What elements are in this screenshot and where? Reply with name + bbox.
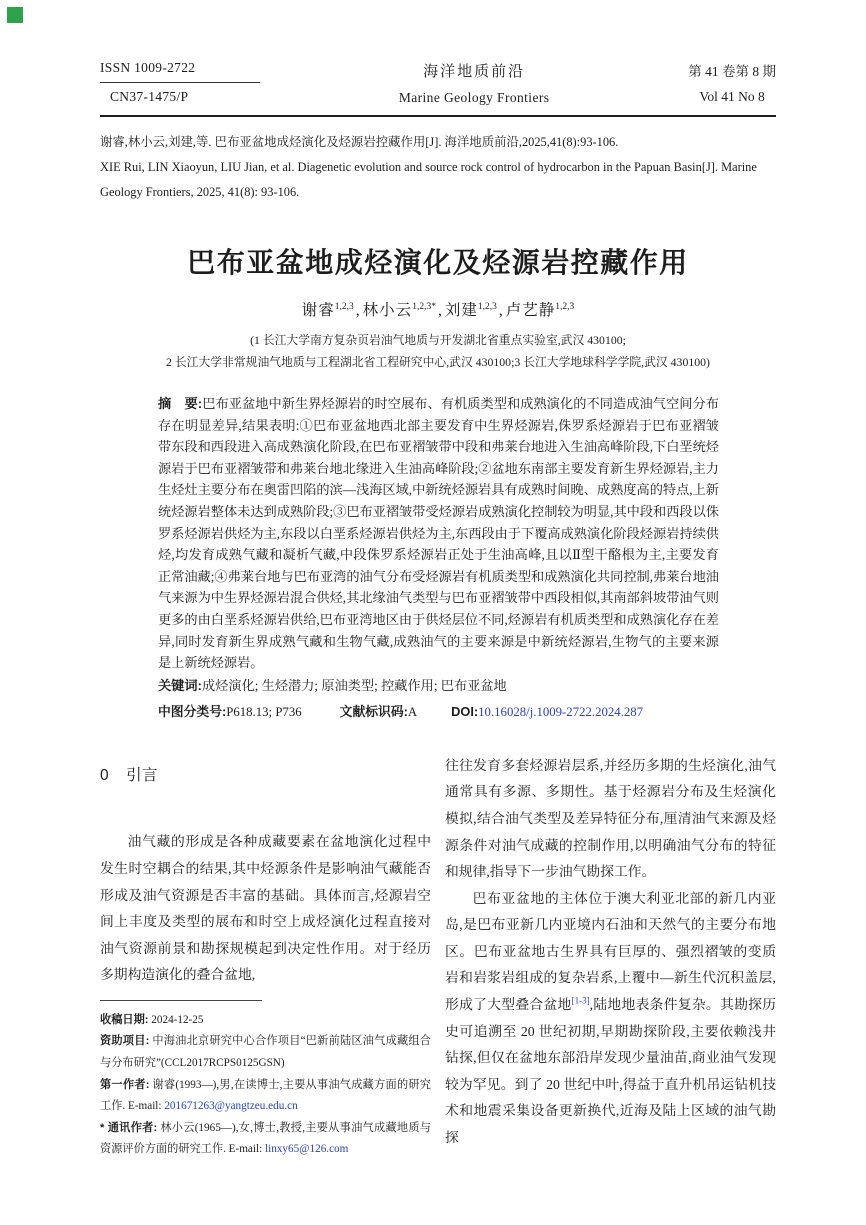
doi-link[interactable]: 10.16028/j.1009-2722.2024.287	[478, 704, 644, 719]
author-list: 谢睿$^{1,2,3}$ , 林小云$^{1,2,3*}$ , 刘建$^{1,2,3}$ , 卢艺静$^{1,2,3}$	[301, 301, 575, 319]
keywords-line	[158, 675, 719, 697]
citation-block	[100, 130, 776, 205]
doc-code-label: 文献标识码:	[339, 703, 408, 719]
footnote-block	[100, 1000, 431, 1161]
abstract-label: 摘 要:	[158, 396, 203, 411]
volume-info-en: Vol 41 No 8	[699, 89, 765, 104]
issn-label: ISSN 1009-2722	[100, 60, 260, 83]
abstract-block	[158, 393, 719, 674]
cn-number-label: CN37-1475/P	[110, 89, 189, 104]
author-superscript: 1,2,3	[477, 301, 497, 312]
intro-section-number: 0	[100, 766, 110, 784]
author-name: 卢艺静$^{1,2,3}$	[505, 301, 575, 319]
footnote-received: 收稿日期: 2024-12-25	[100, 1013, 204, 1026]
clc-value: P618.13; P736	[226, 704, 302, 719]
journal-title-en: Marine Geology Frontiers	[398, 90, 550, 105]
page-title: 巴布亚盆地成烃演化及烃源岩控藏作用	[187, 247, 689, 278]
intro-section-title: 引言	[126, 766, 159, 784]
clc-label: 中图分类号:	[158, 703, 227, 719]
author-superscript: 1,2,3	[555, 301, 575, 312]
footnote-corresponding-author: * 通讯作者: 林小云(1965—),女,博士,教授,主要从事油气成藏地质与资源评价方面的研究工作. E-mail: linxy65@126.com	[100, 1121, 431, 1156]
abstract-text: 巴布亚盆地中新生界烃源岩的时空展布、有机质类型和成熟演化的不同造成油气空间分布存在明显差异,结果表明:①巴布亚盆地西北部主要发育中生界烃源岩,侏罗系烃源岩于巴布亚褶皱带东段和西段进入高成熟演化阶段,在巴布亚褶皱带中段和弗莱台地进入生油高峰阶段,下白垩统烃源岩于巴布亚褶皱带和弗莱台地北缘进入生油高峰阶段;②盆地东南部主要发育新生界烃源岩,主力生烃灶主要分布在奥雷凹陷的滨—浅海区域,中新统烃源岩具有成熟时间晚、成熟度高的特点,上新统烃源岩整体未达到成熟阶段;③巴布亚褶皱带受烃源岩成熟演化控制较为明显,其中段和西段以侏罗系烃源岩供烃为主,东段以白垩系烃源岩供烃为主,东西段由于下覆高成熟演化阶段烃源岩持续供烃,均发育成熟气藏和凝析气藏,中段侏罗系烃源岩正处于生油高峰,且以Ⅱ型干酪根为主,主要发育正常油藏;④弗莱台地与巴布亚湾的油气分布受烃源岩有机质类型和成熟演化共同控制,弗莱台地油气来源为中生界烃源岩混合供烃,其北缘油气类型与巴布亚褶皱带中西段相似,其南部斜坡带油气则更多的由白垩系烃源岩供给,巴布亚湾地区由于供烃层位不同,烃源岩有机质类型和成熟演化存在差异,同时发育新生界成熟气藏和生物气藏,成熟油气的主要来源是中新统烃源岩,生物气的主要来源是上新统烃源岩。	[158, 396, 719, 671]
author-name: 谢睿$^{1,2,3}$	[301, 301, 354, 319]
journal-title-cn: 海洋地质前沿	[423, 64, 526, 80]
doi-label: DOI:	[451, 703, 479, 719]
first-author-email-link[interactable]: 201671263@yangtzeu.edu.cn	[164, 1100, 298, 1113]
author-name: 刘建$^{1,2,3}$	[444, 301, 497, 319]
intro-paragraph-2: 往往发育多套烃源岩层系,并经历多期的生烃演化,油气通常具有多源、多期性。基于烃源岩分布及生烃演化模拟,结合油气类型及差异特征分布,厘清油气来源及烃源条件对油气成藏的控制作用,以明确油气分布的特征和规律,指导下一步油气勘探工作。	[445, 757, 776, 880]
keywords-label: 关键词:	[158, 677, 202, 693]
footnote-first-author: 第一作者: 谢睿(1993—),男,在读博士,主要从事油气成藏方面的研究工作. E-mail: 201671263@yangtzeu.edu.cn	[100, 1078, 431, 1113]
reference-1-3-link[interactable]: [1-3]	[571, 995, 590, 1006]
corner-marker	[7, 7, 23, 23]
affiliation-line-2: 2 长江大学非常规油气地质与工程湖北省工程研究中心,武汉 430100;3 长江大学地球科学学院,武汉 430100)	[166, 355, 710, 369]
doc-code-value: A	[407, 704, 418, 719]
intro-paragraph-3: 巴布亚盆地的主体位于澳大利亚北部的新几内亚岛,是巴布亚新几内亚境内石油和天然气的主要分布地区。巴布亚盆地古生界具有巨厚的、强烈褶皱的变质岩和岩浆岩组成的复杂岩系,上覆中—新生代沉积盖层,形成了大型叠合盆地[1-3],陆地地表条件复杂。其勘探历史可追溯至 20 世纪初期,早期勘探阶段,主要依赖浅井钻探,但仅在盆地东部沿岸发现少量油苗,商业油气发现较为罕见。到了 20 世纪中叶,得益于直升机吊运钻机技术和地震采集设备更新换代,近海及陆上区域的油气勘探	[445, 890, 777, 1146]
volume-info-block	[688, 60, 776, 105]
left-column	[100, 753, 431, 1161]
affiliations	[100, 329, 776, 373]
journal-header	[100, 60, 776, 106]
author-name: 林小云$^{1,2,3*}$	[362, 301, 436, 319]
affiliation-line-1: (1 长江大学南方复杂页岩油气地质与开发湖北省重点实验室,武汉 430100;	[250, 333, 626, 347]
keywords-text: 成烃演化; 生烃潜力; 原油类型; 控藏作用; 巴布亚盆地	[201, 677, 507, 693]
right-column	[445, 753, 776, 1161]
intro-section-heading	[100, 763, 431, 790]
citation-en: XIE Rui, LIN Xiaoyun, LIU Jian, et al. Diagenetic evolution and source rock control of hydrocarbon in the Papuan Basin[J]. Marine Geology Frontiers, 2025, 41(8): 93-106.	[100, 160, 757, 199]
volume-info-cn: 第 41 卷第 8 期	[688, 64, 776, 79]
journal-name-block	[399, 60, 550, 106]
footnote-fund: 资助项目: 中海油北京研究中心合作项目“巴新前陆区油气成藏组合与分布研究”(CCL2017RCPS0125GSN)	[100, 1035, 431, 1070]
classification-line	[158, 701, 719, 723]
corresponding-author-email-link[interactable]: linxy65@126.com	[265, 1143, 349, 1156]
footnote-divider	[100, 1000, 262, 1001]
journal-ids	[100, 60, 260, 105]
intro-paragraph-1: 油气藏的形成是各种成藏要素在盆地演化过程中发生时空耦合的结果,其中烃源条件是影响油气藏能否形成及油气资源是否丰富的基础。具体而言,烃源岩空间上丰度及类型的展布和时空上成烃演化过程直接对油气资源前景和勘探规模起到决定性作用。对于经历多期构造演化的叠合盆地,	[100, 834, 431, 983]
header-rule	[100, 115, 776, 117]
author-superscript: 1,2,3	[334, 301, 354, 312]
author-superscript: 1,2,3*	[412, 301, 436, 312]
citation-cn: 谢睿,林小云,刘建,等. 巴布亚盆地成烃演化及烃源岩控藏作用[J]. 海洋地质前沿,2025,41(8):93-106.	[100, 135, 619, 149]
body-columns	[100, 753, 776, 1161]
